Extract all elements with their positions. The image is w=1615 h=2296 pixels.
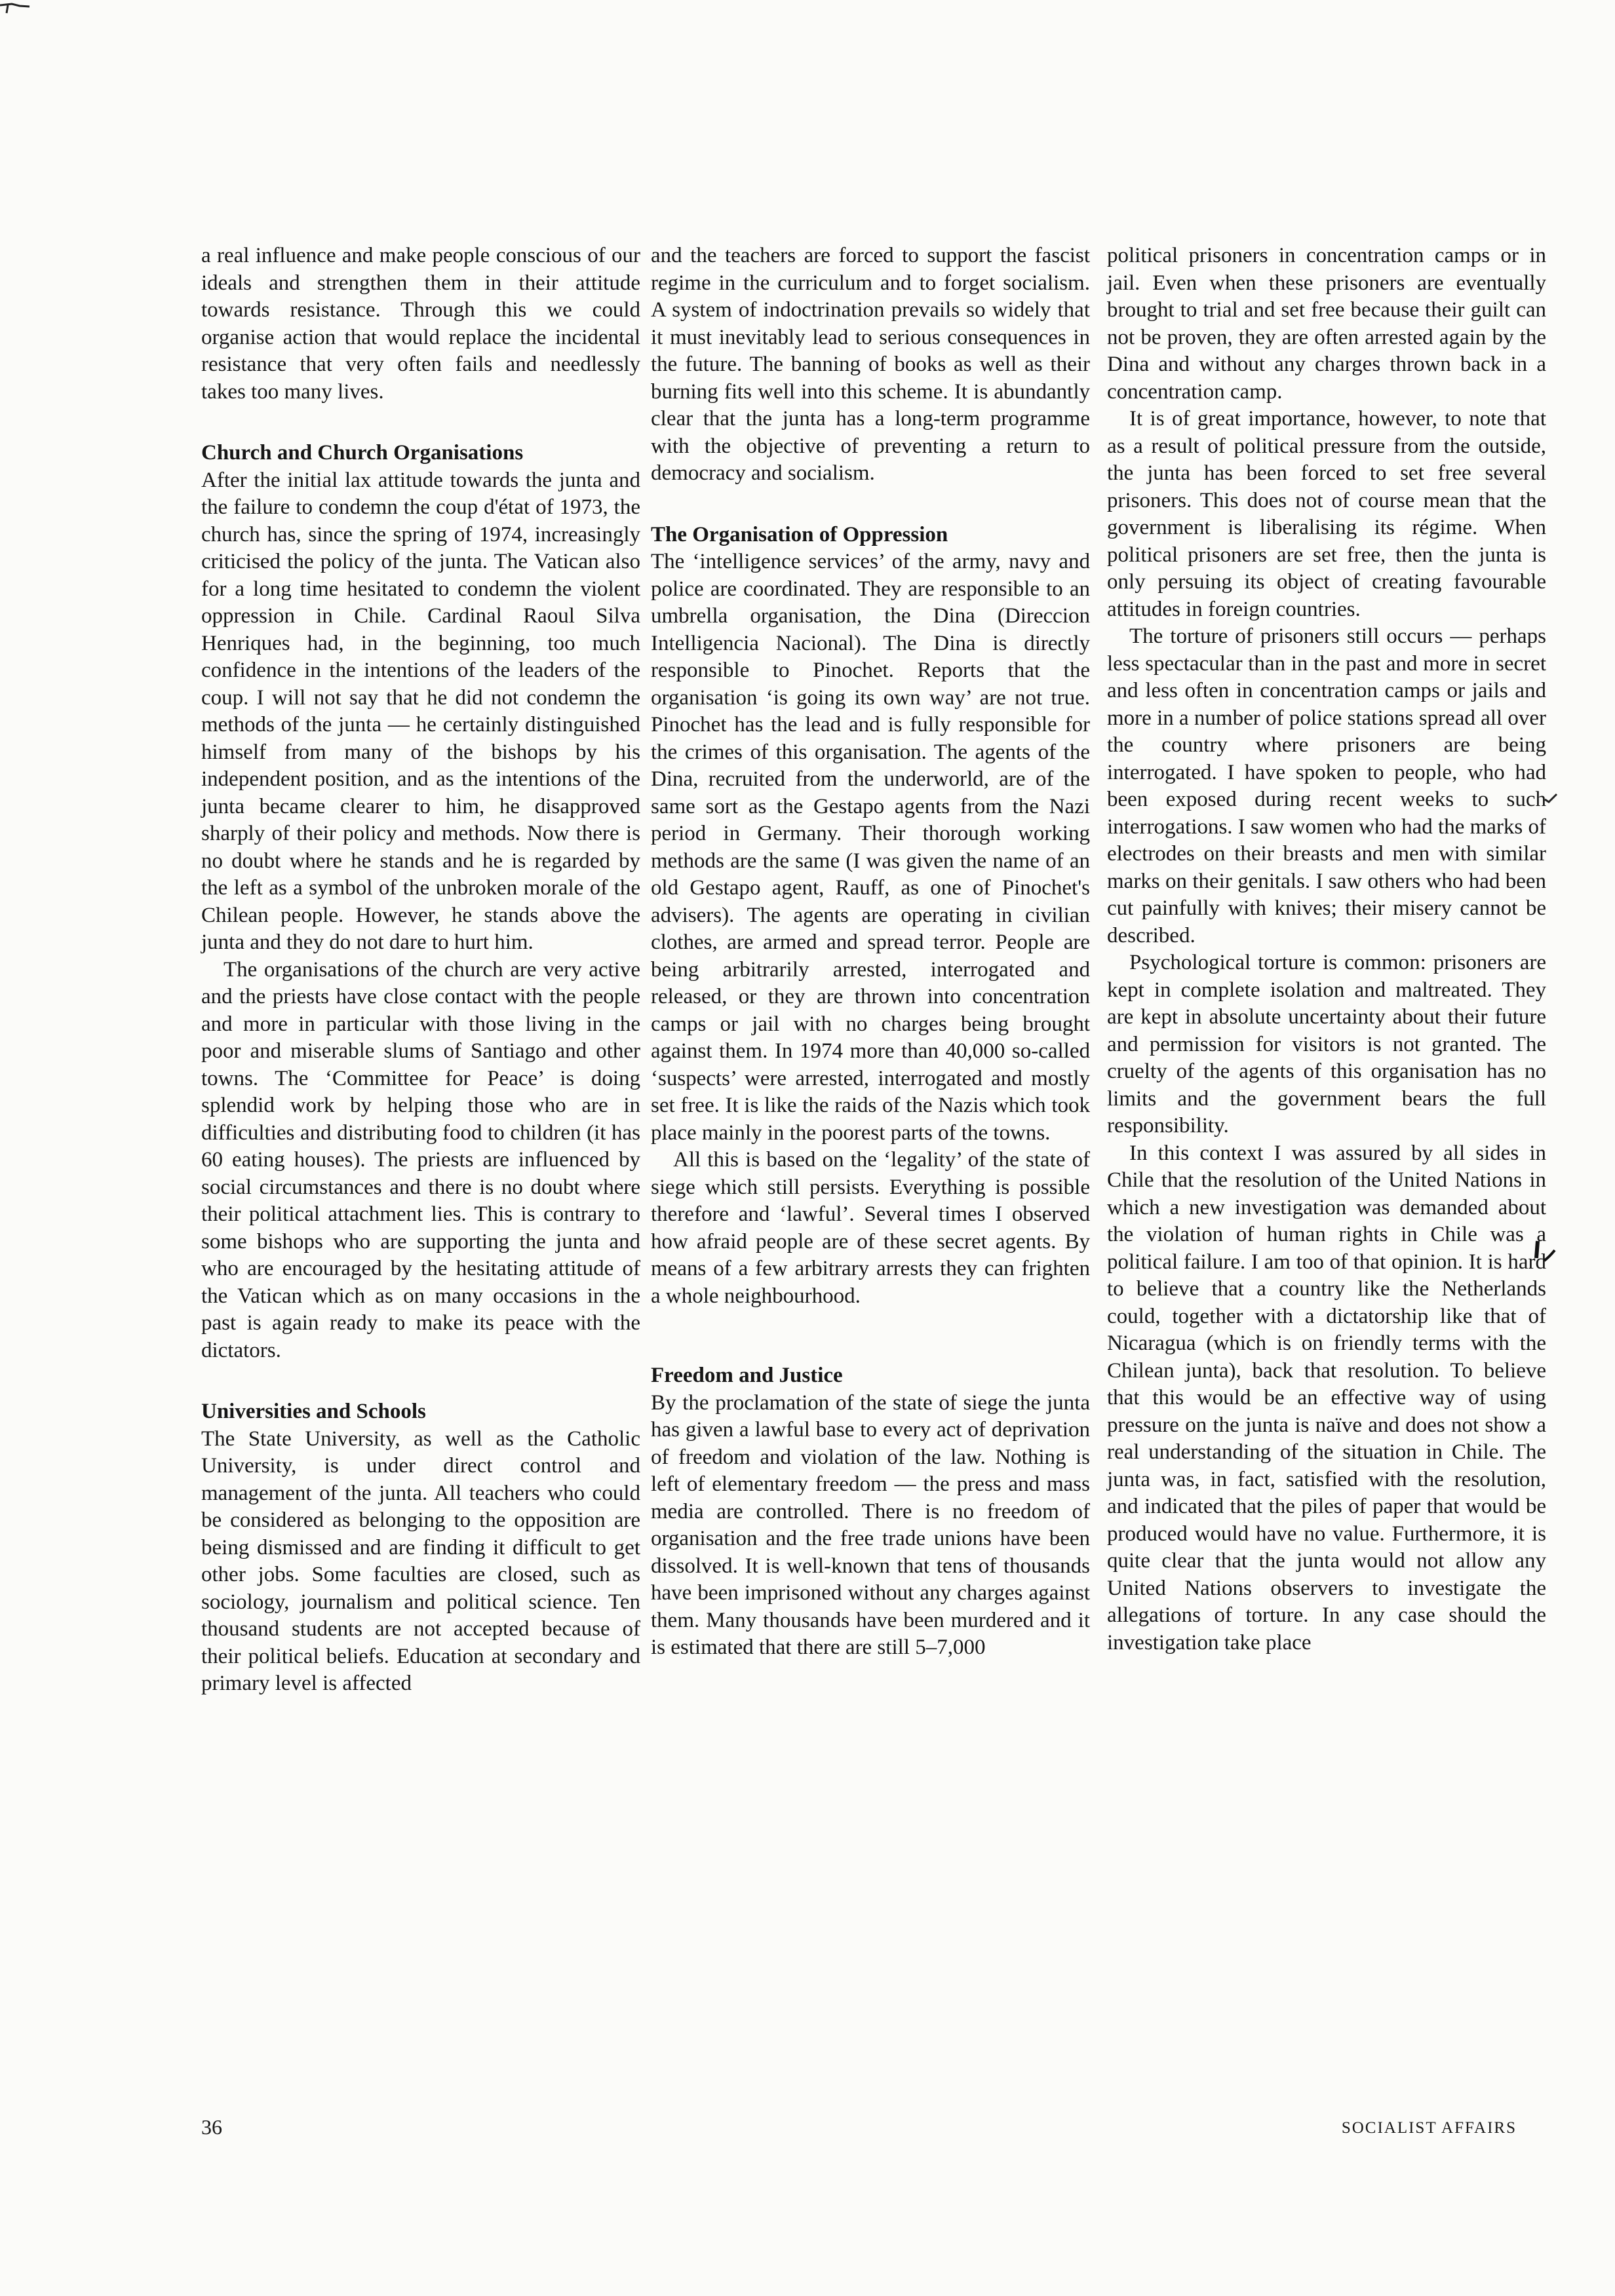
section-heading-freedom: Freedom and Justice [651, 1364, 843, 1387]
section-heading-church: Church and Church Organisations [201, 441, 524, 465]
paragraph: In this context I was assured by all sides in Chile that the resolution of the United Nations in which a new investigation was demanded about the violation of human rights in Chile was a political failure. I am too of that opinion. It is hard to believe that a country like the Netherlands could, together with a dictatorship like that of Nicaragua (which is on friendly terms with the Chilean junta), back that resolution. To believe that this would be an effective way of using pressure on the junta is naïve and does not show a real understanding of the situation in Chile. The junta was, in fact, satisfied with the resolution, and indicated that the piles of paper that would be produced would have no value. Furthermore, it is quite clear that the junta would not allow any United Nations observers to investigate the allegations of torture. In any case should the investigation take place [1107, 1141, 1546, 1655]
paragraph: political prisoners in concentration camps or in jail. Even when these prisoners are eventually brought to trial and set free because their guilt can not be proven, they are often arrested again by the Dina and without any charges thrown back in a concentration camp. [1107, 244, 1546, 404]
corner-scan-mark [0, 0, 39, 20]
paragraph: By the proclamation of the state of siege the junta has given a lawful base to every act of deprivation of freedom and violation of the law. Nothing is left of elementary freedom — the press and mass media are controlled. There is no freedom of organisation and the free trade unions have been dissolved. It is well-known that tens of thousands have been imprisoned without any charges against them. Many thousands have been murdered and it is estimated that there are still 5–7,000 [651, 1390, 1090, 1659]
journal-title: SOCIALIST AFFAIRS [1341, 2119, 1517, 2137]
page-number: 36 [201, 2115, 222, 2139]
paragraph: The State University, as well as the Catholic University, is under direct control and management of the junta. All teachers who could be considered as belonging to the opposition are being dismissed and are finding it difficult to get other jobs. Some faculties are closed, such as sociology, journalism and political science. Ten thousand students are not accepted because of their political beliefs. Education at secondary and primary level is affected [201, 1426, 640, 1695]
paragraph: After the initial lax attitude towards the junta and the failure to condemn the coup d'état of 1973, the church has, since the spring of 1974, increasingly criticised the policy of the junta. The Vatican also for a long time hesitated to condemn the violent oppression in Chile. Cardinal Raoul Silva Henriques had, in the beginning, too much confidence in the intentions of the leaders of the coup. I will not say that he did not condemn the methods of the junta — he certainly distinguished himself from many of the bishops by his independent position, and as the intentions of the junta became clearer to him, he disapproved sharply of their policy and methods. Now there is no doubt where he stands and he is regarded by the left as a symbol of the unbroken morale of the Chilean people. However, he stands above the junta and they do not dare to hurt him. [201, 468, 640, 954]
paragraph: It is of great importance, however, to note that as a result of political pressure from the outside, the junta has been forced to set free several prisoners. This does not of course mean that the government is liberalising its régime. When political prisoners are set free, then the junta is only persuing its object of creating favourable attitudes in foreign countries. [1107, 407, 1546, 621]
text-column-2 [651, 242, 1090, 1662]
paragraph: Psychological torture is common: prisoners are kept in complete isolation and maltreated. They are kept in absolute uncertainty about their future and permission for visitors is not granted. The cruelty of the agents of this organisation has no limits and the government bears the full responsibility. [1107, 951, 1546, 1138]
paragraph: All this is based on the ‘legality’ of the state of siege which still persists. Everything is possible therefore and ‘lawful’. Several times I observed how afraid people are of these secret agents. By means of a few arbitrary arrests they can frighten a whole neighbourhood. [651, 1148, 1090, 1308]
paragraph: The torture of prisoners still occurs — perhaps less spectacular than in the past and more in secret and less often in concentration camps or jails and more in a number of police stations spread all over the country where prisoners are being interrogated. I have spoken to people, who had been exposed during recent weeks to such interrogations. I saw women who had the marks of electrodes on their breasts and men with similar marks on their genitals. I saw others who had been cut painfully with knives; their misery cannot be described. [1107, 624, 1546, 947]
text-column-3 [1107, 242, 1546, 1656]
margin-check-mark [1544, 792, 1558, 805]
section-heading-universities: Universities and Schools [201, 1400, 426, 1423]
paragraph: The organisations of the church are very active and the priests have close contact with the people and more in particular with those living in the poor and miserable slums of Santiago and other towns. The ‘Committee for Peace’ is doing splendid work by helping those who are in difficulties and distributing food to children (it has 60 eating houses). The priests are influenced by social circumstances and there is no doubt where their political attachment lies. This is contrary to some bishops who are supporting the junta and who are encouraged by the hesitating attitude of the Vatican which as on many occasions in the past is again ready to make its peace with the dictators. [201, 957, 640, 1362]
margin-pencil-mark [1532, 1238, 1559, 1271]
section-heading-oppression: The Organisation of Oppression [651, 522, 948, 546]
paragraph: and the teachers are forced to support the fascist regime in the curriculum and to forget socialism. A system of indoctrination prevails so widely that it must inevitably lead to serious consequences in the future. The banning of books as well as their burning fits well into this scheme. It is abundantly clear that the junta has a long-term programme with the objective of preventing a return to democracy and socialism. [651, 244, 1090, 485]
text-column-1 [201, 242, 640, 1698]
paragraph: a real influence and make people conscious of our ideals and strengthen them in their attitude towards resistance. Through this we could organise action that would replace the incidental resistance that very often fails and needlessly takes too many lives. [201, 244, 640, 404]
paragraph: The ‘intelligence services’ of the army, navy and police are coordinated. They are responsible to an umbrella organisation, the Dina (Direccion Intelligencia Nacional). The Dina is directly responsible to Pinochet. Reports that the organisation ‘is going its own way’ are not true. Pinochet has the lead and is fully responsible for the crimes of this organisation. The agents of the Dina, recruited from the underworld, are of the same sort as the Gestapo agents from the Nazi period in Germany. Their thorough working methods are the same (I was given the name of an old Gestapo agent, Rauff, as one of Pinochet's advisers). The agents are operating in civilian clothes, are armed and spread terror. People are being arbitrarily arrested, interrogated and released, or they are thrown into concentration camps or jail with no charges being brought against them. In 1974 more than 40,000 so-called ‘suspects’ were arrested, interrogated and mostly set free. It is like the raids of the Nazis which took place mainly in the poorest parts of the towns. [651, 550, 1090, 1145]
